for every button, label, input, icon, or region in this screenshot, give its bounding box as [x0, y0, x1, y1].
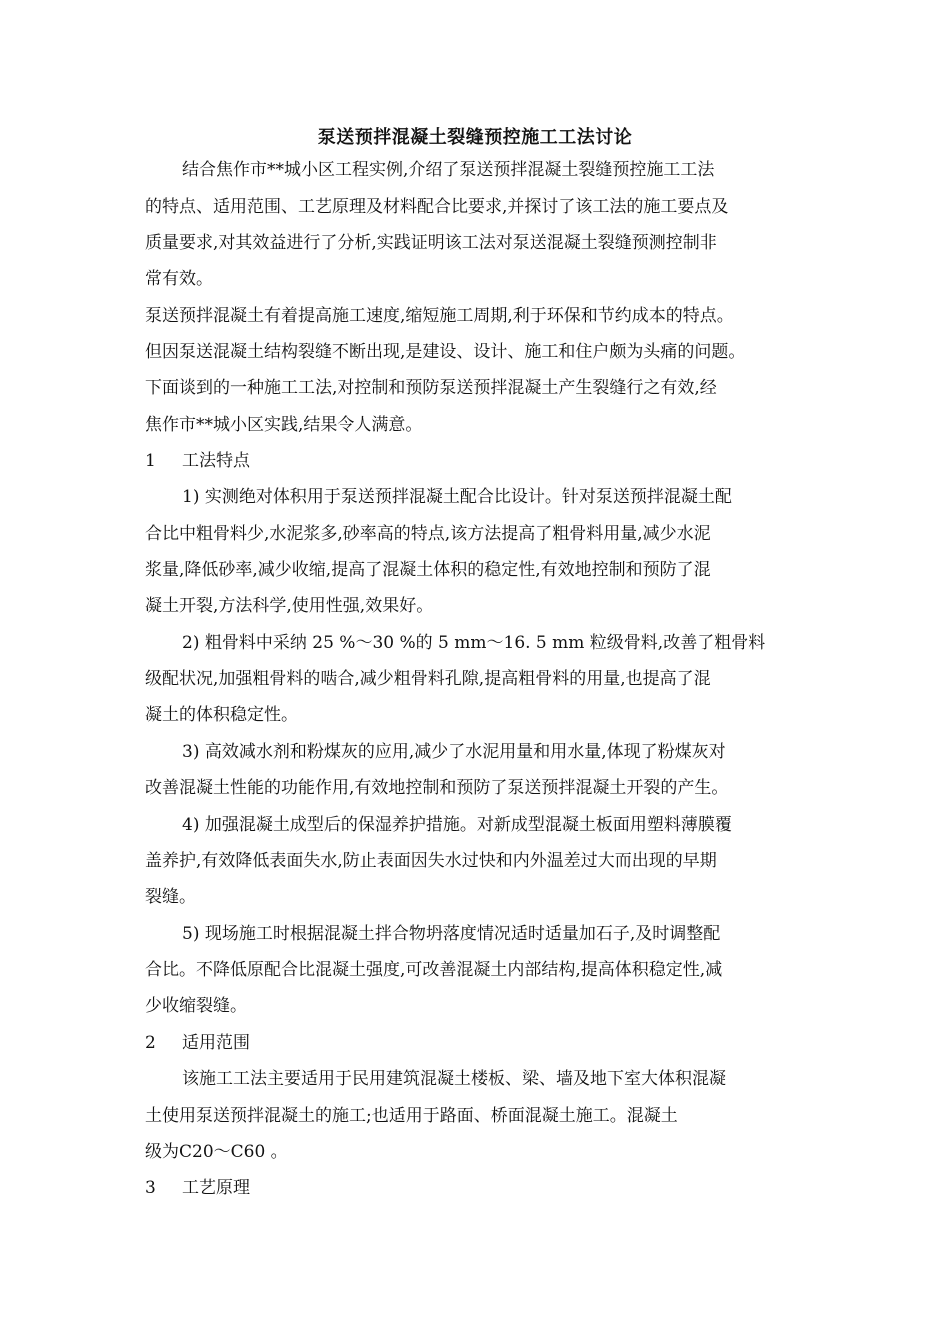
section-heading: 工法特点: [182, 451, 250, 471]
intro-line: 焦作市**城小区实践,结果令人满意。: [145, 415, 423, 435]
paragraph-line: 合比。不降低原配合比混凝土强度,可改善混凝土内部结构,提高体积稳定性,减: [145, 960, 723, 980]
abstract-line: 质量要求,对其效益进行了分析,实践证明该工法对泵送混凝土裂缝预测控制非: [145, 233, 717, 253]
paragraph-line: 浆量,降低砂率,减少收缩,提高了混凝土体积的稳定性,有效地控制和预防了混: [145, 560, 711, 580]
paragraph-line: 2) 粗骨料中采纳 25 %～30 %的 5 mm～16. 5 mm 粒级骨料,改善了粗骨料: [182, 633, 766, 653]
paragraph-line: 凝土开裂,方法科学,使用性强,效果好。: [145, 596, 434, 616]
abstract-line: 的特点、适用范围、工艺原理及材料配合比要求,并探讨了该工法的施工要点及: [145, 197, 729, 217]
paragraph-line: 合比中粗骨料少,水泥浆多,砂率高的特点,该方法提高了粗骨料用量,减少水泥: [145, 524, 711, 544]
intro-line: 下面谈到的一种施工工法,对控制和预防泵送预拌混凝土产生裂缝行之有效,经: [145, 378, 717, 398]
paragraph-line: 土使用泵送预拌混凝土的施工;也适用于路面、桥面混凝土施工。混凝土: [145, 1106, 678, 1126]
section-number: 1: [145, 451, 156, 471]
paragraph-line: 4) 加强混凝土成型后的保湿养护措施。对新成型混凝土板面用塑料薄膜覆: [182, 815, 732, 835]
paragraph-line: 级为C20～C60 。: [145, 1142, 288, 1162]
paragraph-line: 裂缝。: [145, 887, 196, 907]
paragraph-line: 改善混凝土性能的功能作用,有效地控制和预防了泵送预拌混凝土开裂的产生。: [145, 778, 729, 798]
abstract-line: 常有效。: [145, 269, 213, 289]
paragraph-line: 凝土的体积稳定性。: [145, 705, 298, 725]
paragraph-line: 少收缩裂缝。: [145, 996, 247, 1016]
paragraph-line: 级配状况,加强粗骨料的啮合,减少粗骨料孔隙,提高粗骨料的用量,也提高了混: [145, 669, 711, 689]
abstract-line: 结合焦作市**城小区工程实例,介绍了泵送预拌混凝土裂缝预控施工工法: [182, 160, 715, 180]
paragraph-line: 1) 实测绝对体积用于泵送预拌混凝土配合比设计。针对泵送预拌混凝土配: [182, 487, 732, 507]
section-number: 2: [145, 1033, 156, 1053]
intro-line: 但因泵送混凝土结构裂缝不断出现,是建设、设计、施工和住户颇为头痛的问题。: [145, 342, 746, 362]
paragraph-line: 5) 现场施工时根据混凝土拌合物坍落度情况适时适量加石子,及时调整配: [182, 924, 721, 944]
paragraph-line: 盖养护,有效降低表面失水,防止表面因失水过快和内外温差过大而出现的早期: [145, 851, 717, 871]
document-title: 泵送预拌混凝土裂缝预控施工工法讨论: [317, 127, 633, 148]
intro-line: 泵送预拌混凝土有着提高施工速度,缩短施工周期,利于环保和节约成本的特点。: [145, 306, 734, 326]
section-heading: 工艺原理: [182, 1178, 250, 1198]
section-number: 3: [145, 1178, 156, 1198]
paragraph-line: 该施工工法主要适用于民用建筑混凝土楼板、梁、墙及地下室大体积混凝: [182, 1069, 726, 1089]
section-heading: 适用范围: [182, 1033, 250, 1053]
paragraph-line: 3) 高效减水剂和粉煤灰的应用,减少了水泥用量和用水量,体现了粉煤灰对: [182, 742, 726, 762]
